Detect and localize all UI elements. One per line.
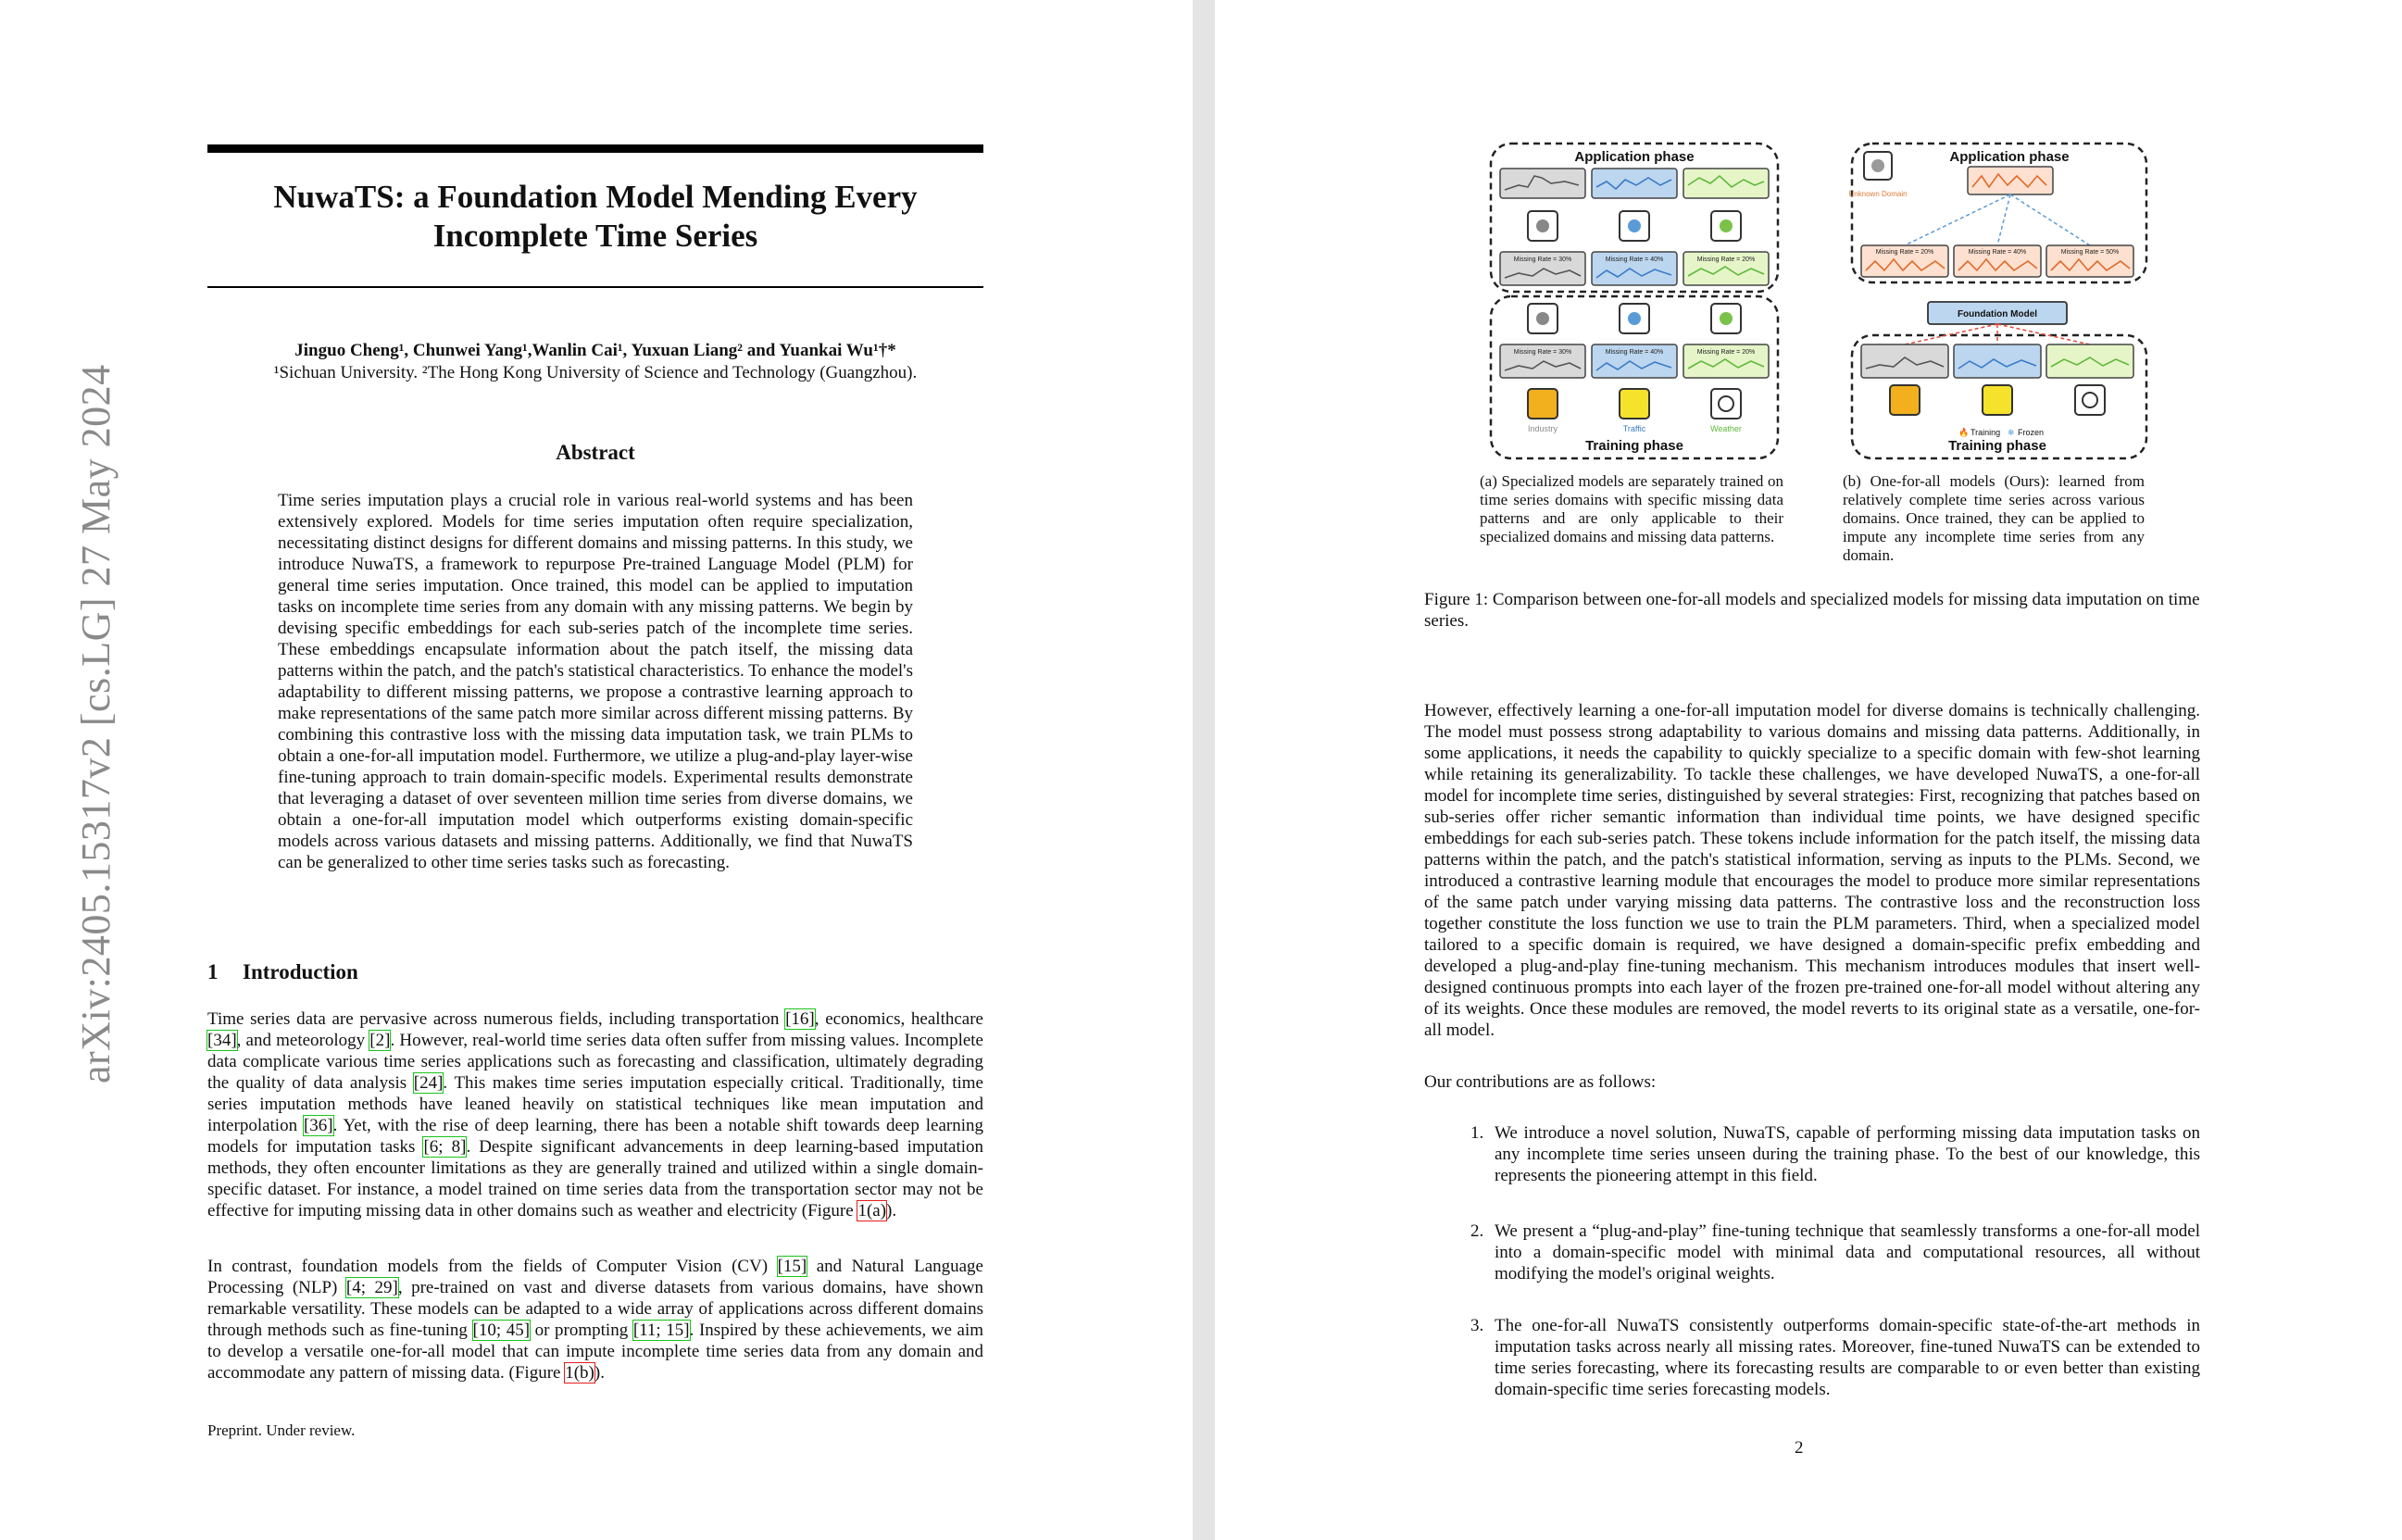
text-run: . Inspired by these achievements, we aim to develop a versatile one-for-all model that can impute incomplete time series data from any domain and accommodate any pattern of missing data. (Figure [207, 1321, 984, 1383]
application-phase-label-b: Application phase [1949, 149, 2070, 165]
training-phase-label-a: Training phase [1585, 438, 1683, 454]
svg-text:Missing Rate = 20%: Missing Rate = 20% [1696, 257, 1756, 263]
svg-text:Missing Rate = 30%: Missing Rate = 30% [1513, 349, 1572, 356]
svg-text:Missing Rate = 50%: Missing Rate = 50% [2060, 249, 2120, 256]
traffic-icon [1983, 385, 2012, 415]
text-run: or prompting [530, 1321, 633, 1340]
text-run: . This makes time series imputation especially critical. Traditionally, time series imputation methods have leaned heavily on statistical techniques like mean imputation and interpolation [207, 1073, 983, 1135]
figure-1-diagram [1477, 139, 2153, 463]
svg-text:Missing Rate = 20%: Missing Rate = 20% [1875, 249, 1934, 256]
paper-page-1 [0, 0, 1193, 1540]
figure-1-caption: Figure 1: Comparison between one-for-all models and specialized models for missing data imputation on time series. [1424, 590, 2200, 631]
industry-label: Industry [1527, 424, 1558, 433]
industry-icon [1890, 385, 1920, 415]
text-run: and Natural Language Processing (NLP) [207, 1257, 983, 1297]
list-text: We introduce a novel solution, NuwaTS, capable of performing missing data imputation tasks on any incomplete time series unseen during the training phase. To the best of our knowledge, this represents the pioneering attempt in this field. [1495, 1123, 2200, 1185]
text-run: , economics, healthcare [814, 1009, 983, 1029]
svg-text:Missing Rate = 30%: Missing Rate = 30% [1513, 257, 1572, 263]
series-thumb [1683, 169, 1769, 198]
text-run: Time series data are pervasive across numerous fields, including transportation [207, 1009, 786, 1029]
svg-text:Missing Rate = 40%: Missing Rate = 40% [1605, 349, 1664, 356]
author-list: Jinguo Cheng¹, Chunwei Yang¹,Wanlin Cai¹, Yuxuan Liang² and Yuankai Wu¹†* [294, 341, 896, 360]
text-run: . Yet, with the rise of deep learning, there has been a notable shift towards deep learning models for imputation tasks [207, 1116, 983, 1157]
page-number: 2 [1795, 1438, 1804, 1458]
frozen-legend-icon: ❄ [2008, 428, 2015, 437]
paper-title: NuwaTS: a Foundation Model Mending Every Incomplete Time Series [273, 179, 918, 254]
text-run: , and meteorology [236, 1031, 370, 1050]
intro-paragraph-2 [207, 1256, 983, 1383]
text-run: In contrast, foundation models from the fields of Computer Vision (CV) [207, 1257, 778, 1276]
citation-link[interactable]: [16] [785, 1009, 815, 1029]
unknown-domain-label: Unknown Domain [1848, 190, 1908, 198]
abstract-text: Time series imputation plays a crucial role in various real-world systems and has been extensively explored. Models for time series imputation often require specialization, necessitating distinct designs for different domains and missing patterns. In this study, we introduce NuwaTS, a framework to repurpose Pre-trained Language Model (PLM) for general time series imputation. Once trained, this model can be applied to imputation tasks on incomplete time series from any domain with any missing patterns. We begin by devising specific embeddings for each sub-series patch of the incomplete time series. These embeddings encapsulate information about the patch itself, the missing data patterns within the patch, and the patch's statistical characteristics. To enhance the model's adaptability to different missing patterns, we propose a contrastive learning approach to make representations of the same patch more similar across different missing patterns. By combining this contrastive loss with the missing data imputation task, we train PLMs to obtain a one-for-all imputation model. Furthermore, we utilize a plug-and-play layer-wise fine-tuning approach to train domain-specific models. Experimental results demonstrate that leveraging a dataset of over seventeen million time series from diverse domains, we obtain a one-for-all imputation model which outperforms existing domain-specific models across various datasets and missing patterns. Additionally, we find that NuwaTS can be generalized to other time series tasks such as forecasting. [278, 491, 913, 872]
text-run: ). [886, 1201, 897, 1221]
traffic-label: Traffic [1622, 424, 1646, 433]
page2-paragraph: However, effectively learning a one-for-all imputation model for diverse domains is technically challenging. The model must possess strong adaptability to various domains and missing data patterns. Additionally, in some applications, it needs the capability to quickly specialize to a specific domain with few-shot learning while retaining its generalizability. To tackle these challenges, we have developed NuwaTS, a one-for-all model for incomplete time series, distinguished by several strategies: First, recognizing that patches based on sub-series offer richer semantic information than individual time points, we have designed specific embeddings for each sub-series patch. These tokens include information for the patch itself, the missing data patterns within the patch, and the patch's statistical information, serving as inputs to the PLMs. Second, we introduced a contrastive learning module that encourages the model to produce more similar representations of the same patch under varying missing data patterns. The contrastive loss and the reconstruction loss together constitute the loss function we use to train the PLM parameters. Third, when a specialized model tailored to a specific domain is required, we have designed a domain-specific prefix embedding and developed a plug-and-play fine-tuning mechanism. This mechanism introduces modules that insert well-designed continuous prompts into each layer of the frozen pre-trained one-for-all model without altering any of its weights. Once these modules are removed, the model reverts to its original state as a versatile, one-for-all model. [1424, 701, 2200, 1040]
industry-icon [1528, 389, 1558, 419]
citation-link[interactable]: [15] [777, 1257, 807, 1276]
affiliations: ¹Sichuan University. ²The Hong Kong University of Science and Technology (Guangzhou). [273, 363, 918, 382]
intro-paragraph-1 [207, 1008, 983, 1221]
application-phase-label-a: Application phase [1574, 149, 1695, 165]
section-title: Introduction [243, 960, 358, 983]
subcaption-b: (b) One-for-all models (Ours): learned from relatively complete time series across various domains. Once trained, they can be applied to impute any incomplete time series from any domain. [1843, 472, 2145, 564]
weather-icon [1711, 389, 1741, 419]
frozen-legend: Frozen [2018, 428, 2045, 437]
contributions-intro: Our contributions are as follows: [1424, 1072, 1657, 1092]
citation-link[interactable]: [11; 15] [632, 1321, 690, 1340]
text-run: ). [594, 1363, 605, 1383]
citation-link[interactable]: [34] [207, 1031, 237, 1050]
section-heading-introduction [207, 960, 358, 984]
traffic-icon [1620, 389, 1649, 419]
svg-text:Missing Rate = 20%: Missing Rate = 20% [1696, 349, 1756, 356]
text-run: , pre-trained on vast and diverse datasets from various domains, have shown remarkable versatility. These models can be adapted to a wide array of applications across different domains through methods such as fine-tuning [207, 1278, 983, 1340]
subcaption-a: (a) Specialized models are separately trained on time series domains with specific missing data patterns and are only applicable to their specialized domains and missing data patterns. [1480, 472, 1783, 545]
citation-link[interactable]: [24] [413, 1073, 444, 1093]
citation-link[interactable]: [2] [369, 1031, 391, 1050]
text-run: . Despite significant advancements in deep learning-based imputation methods, they often encounter limitations as they are generally trained and utilized within a single domain-specific dataset. For instance, a model trained on time series data from the transportation sector may not be effective for imputing missing data in other domains such as weather and electricity (Figure [207, 1137, 984, 1221]
title-bottom-rule [207, 286, 983, 288]
training-phase-label-b: Training phase [1948, 438, 2046, 454]
citation-link[interactable]: [10; 45] [472, 1321, 531, 1340]
citation-link[interactable]: [4; 29] [345, 1278, 398, 1297]
list-number: 2. [1470, 1221, 1484, 1241]
title-top-rule [207, 144, 983, 153]
list-text: We present a “plug-and-play” fine-tuning technique that seamlessly transforms a one-for-all model into a domain-specific model with minimal data and computational resources, all without modifying the model's original weights. [1495, 1221, 2200, 1283]
figure-ref-link[interactable]: 1(b) [565, 1363, 594, 1383]
svg-text:Missing Rate = 40%: Missing Rate = 40% [1968, 249, 2027, 256]
svg-text:Missing Rate = 40%: Missing Rate = 40% [1605, 257, 1664, 263]
series-thumb [1861, 344, 1948, 378]
foundation-model-label: Foundation Model [1957, 309, 2038, 319]
training-legend-icon: 🔥 [1958, 428, 1970, 437]
series-thumb [1968, 167, 2053, 194]
arxiv-identifier-stamp: arXiv:2405.15317v2 [cs.LG] 27 May 2024 [73, 364, 119, 1083]
list-number: 3. [1470, 1316, 1484, 1335]
training-legend: Training [1970, 428, 2001, 437]
citation-link[interactable]: [6; 8] [423, 1137, 467, 1157]
list-number: 1. [1470, 1123, 1484, 1143]
list-text: The one-for-all NuwaTS consistently outperforms domain-specific state-of-the-art methods in imputation tasks across nearly all missing rates. Moreover, fine-tuned NuwaTS can be extended to time series forecasting, where its forecasting results are comparable to or even better than existing domain-specific time series forecasting models. [1495, 1316, 2200, 1399]
weather-icon [2075, 385, 2105, 415]
section-number: 1 [207, 960, 219, 983]
figure-ref-link[interactable]: 1(a) [857, 1201, 887, 1221]
text-run: . However, real-world time series data often suffer from missing values. Incomplete data complicate various time series applications such as forecasting and classification, ultimately degrading the quality of data analysis [207, 1031, 983, 1093]
preprint-footer: Preprint. Under review. [207, 1421, 356, 1439]
abstract-heading: Abstract [556, 441, 635, 464]
weather-label: Weather [1710, 424, 1742, 433]
citation-link[interactable]: [36] [303, 1116, 333, 1135]
